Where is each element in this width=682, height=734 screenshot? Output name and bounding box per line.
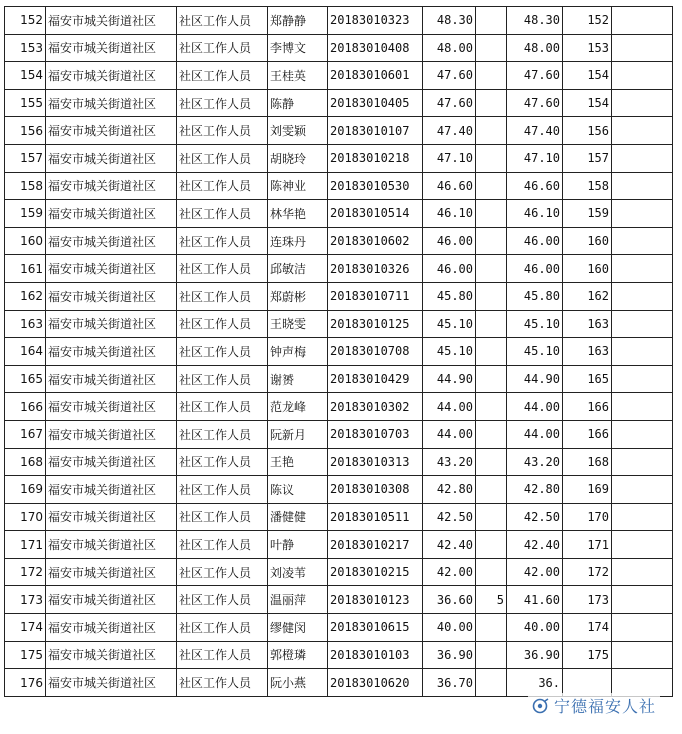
- total-score-cell: 45.10: [507, 338, 563, 366]
- table-row: [5, 503, 673, 531]
- unit-cell: 福安市城关街道社区: [46, 172, 177, 200]
- row-number: 166: [5, 393, 46, 421]
- total-score-cell: 46.00: [507, 227, 563, 255]
- row-number: 164: [5, 338, 46, 366]
- exam-id-cell: 20183010601: [328, 62, 423, 90]
- total-score-cell: 36.: [507, 669, 563, 697]
- unit-cell: 福安市城关街道社区: [46, 531, 177, 559]
- written-score-cell: 46.60: [423, 172, 476, 200]
- unit-cell: 福安市城关街道社区: [46, 448, 177, 476]
- written-score-cell: 46.00: [423, 227, 476, 255]
- unit-cell: 福安市城关街道社区: [46, 338, 177, 366]
- exam-id-cell: 20183010107: [328, 117, 423, 145]
- bonus-points-cell: 5: [476, 586, 507, 614]
- position-cell: 社区工作人员: [177, 448, 268, 476]
- table-row: [5, 614, 673, 642]
- table-row: [5, 7, 673, 35]
- bonus-points-cell: [476, 669, 507, 697]
- name-cell: 钟声梅: [268, 338, 328, 366]
- name-cell: 谢赟: [268, 365, 328, 393]
- name-cell: 范龙峰: [268, 393, 328, 421]
- position-cell: 社区工作人员: [177, 89, 268, 117]
- name-cell: 李博文: [268, 34, 328, 62]
- rank-cell: 165: [563, 365, 612, 393]
- unit-cell: 福安市城关街道社区: [46, 117, 177, 145]
- name-cell: 陈静: [268, 89, 328, 117]
- position-cell: 社区工作人员: [177, 420, 268, 448]
- row-number: 173: [5, 586, 46, 614]
- row-number: 162: [5, 282, 46, 310]
- table-row: [5, 476, 673, 504]
- exam-id-cell: 20183010123: [328, 586, 423, 614]
- written-score-cell: 36.60: [423, 586, 476, 614]
- rank-cell: 171: [563, 531, 612, 559]
- position-cell: 社区工作人员: [177, 641, 268, 669]
- name-cell: 叶静: [268, 531, 328, 559]
- position-cell: 社区工作人员: [177, 365, 268, 393]
- rank-cell: 154: [563, 89, 612, 117]
- bonus-points-cell: [476, 641, 507, 669]
- trailing-empty-cell: [612, 172, 673, 200]
- table-row: [5, 338, 673, 366]
- trailing-empty-cell: [612, 614, 673, 642]
- total-score-cell: 47.10: [507, 144, 563, 172]
- total-score-cell: 41.60: [507, 586, 563, 614]
- row-number: 167: [5, 420, 46, 448]
- written-score-cell: 36.70: [423, 669, 476, 697]
- position-cell: 社区工作人员: [177, 117, 268, 145]
- exam-id-cell: 20183010703: [328, 420, 423, 448]
- unit-cell: 福安市城关街道社区: [46, 34, 177, 62]
- trailing-empty-cell: [612, 531, 673, 559]
- rank-cell: 159: [563, 200, 612, 228]
- rank-cell: 156: [563, 117, 612, 145]
- total-score-cell: 44.00: [507, 393, 563, 421]
- table-row: [5, 641, 673, 669]
- rank-cell: 170: [563, 503, 612, 531]
- exam-id-cell: 20183010511: [328, 503, 423, 531]
- trailing-empty-cell: [612, 586, 673, 614]
- bonus-points-cell: [476, 310, 507, 338]
- exam-id-cell: 20183010125: [328, 310, 423, 338]
- written-score-cell: 42.40: [423, 531, 476, 559]
- name-cell: 温丽萍: [268, 586, 328, 614]
- bonus-points-cell: [476, 365, 507, 393]
- name-cell: 王桂英: [268, 62, 328, 90]
- trailing-empty-cell: [612, 558, 673, 586]
- exam-id-cell: 20183010530: [328, 172, 423, 200]
- bonus-points-cell: [476, 393, 507, 421]
- wechat-official-account-icon: [532, 698, 550, 714]
- written-score-cell: 47.40: [423, 117, 476, 145]
- row-number: 171: [5, 531, 46, 559]
- position-cell: 社区工作人员: [177, 255, 268, 283]
- row-number: 160: [5, 227, 46, 255]
- rank-cell: 163: [563, 338, 612, 366]
- trailing-empty-cell: [612, 34, 673, 62]
- unit-cell: 福安市城关街道社区: [46, 200, 177, 228]
- table-row: [5, 365, 673, 393]
- table-row: [5, 282, 673, 310]
- bonus-points-cell: [476, 117, 507, 145]
- position-cell: 社区工作人员: [177, 172, 268, 200]
- trailing-empty-cell: [612, 227, 673, 255]
- table-row: [5, 117, 673, 145]
- written-score-cell: 48.30: [423, 7, 476, 35]
- position-cell: 社区工作人员: [177, 531, 268, 559]
- table-row: [5, 62, 673, 90]
- name-cell: 陈议: [268, 476, 328, 504]
- rank-cell: 152: [563, 7, 612, 35]
- bonus-points-cell: [476, 200, 507, 228]
- table-row: [5, 586, 673, 614]
- rank-cell: 172: [563, 558, 612, 586]
- bonus-points-cell: [476, 614, 507, 642]
- position-cell: 社区工作人员: [177, 614, 268, 642]
- exam-id-cell: 20183010615: [328, 614, 423, 642]
- exam-id-cell: 20183010408: [328, 34, 423, 62]
- position-cell: 社区工作人员: [177, 338, 268, 366]
- name-cell: 陈神业: [268, 172, 328, 200]
- written-score-cell: 44.00: [423, 420, 476, 448]
- written-score-cell: 43.20: [423, 448, 476, 476]
- trailing-empty-cell: [612, 503, 673, 531]
- exam-id-cell: 20183010103: [328, 641, 423, 669]
- exam-id-cell: 20183010218: [328, 144, 423, 172]
- unit-cell: 福安市城关街道社区: [46, 282, 177, 310]
- name-cell: 胡晓玲: [268, 144, 328, 172]
- name-cell: 连珠丹: [268, 227, 328, 255]
- results-table: [4, 6, 673, 697]
- position-cell: 社区工作人员: [177, 62, 268, 90]
- bonus-points-cell: [476, 338, 507, 366]
- position-cell: 社区工作人员: [177, 669, 268, 697]
- position-cell: 社区工作人员: [177, 586, 268, 614]
- unit-cell: 福安市城关街道社区: [46, 7, 177, 35]
- rank-cell: 153: [563, 34, 612, 62]
- unit-cell: 福安市城关街道社区: [46, 227, 177, 255]
- row-number: 155: [5, 89, 46, 117]
- bonus-points-cell: [476, 227, 507, 255]
- unit-cell: 福安市城关街道社区: [46, 62, 177, 90]
- row-number: 175: [5, 641, 46, 669]
- exam-id-cell: 20183010602: [328, 227, 423, 255]
- written-score-cell: 47.60: [423, 89, 476, 117]
- unit-cell: 福安市城关街道社区: [46, 614, 177, 642]
- exam-id-cell: 20183010217: [328, 531, 423, 559]
- unit-cell: 福安市城关街道社区: [46, 503, 177, 531]
- total-score-cell: 42.00: [507, 558, 563, 586]
- total-score-cell: 40.00: [507, 614, 563, 642]
- written-score-cell: 45.10: [423, 310, 476, 338]
- rank-cell: 163: [563, 310, 612, 338]
- position-cell: 社区工作人员: [177, 310, 268, 338]
- row-number: 176: [5, 669, 46, 697]
- unit-cell: 福安市城关街道社区: [46, 310, 177, 338]
- bonus-points-cell: [476, 62, 507, 90]
- position-cell: 社区工作人员: [177, 227, 268, 255]
- trailing-empty-cell: [612, 117, 673, 145]
- trailing-empty-cell: [612, 393, 673, 421]
- rank-cell: 154: [563, 62, 612, 90]
- watermark-text: 宁德福安人社: [553, 697, 656, 716]
- watermark: [528, 693, 660, 718]
- trailing-empty-cell: [612, 310, 673, 338]
- unit-cell: 福安市城关街道社区: [46, 144, 177, 172]
- trailing-empty-cell: [612, 448, 673, 476]
- exam-id-cell: 20183010326: [328, 255, 423, 283]
- rank-cell: 162: [563, 282, 612, 310]
- table-row: [5, 420, 673, 448]
- rank-cell: 173: [563, 586, 612, 614]
- unit-cell: 福安市城关街道社区: [46, 641, 177, 669]
- rank-cell: 166: [563, 393, 612, 421]
- exam-id-cell: 20183010620: [328, 669, 423, 697]
- row-number: 169: [5, 476, 46, 504]
- table-row: [5, 448, 673, 476]
- name-cell: 阮小燕: [268, 669, 328, 697]
- position-cell: 社区工作人员: [177, 282, 268, 310]
- unit-cell: 福安市城关街道社区: [46, 476, 177, 504]
- name-cell: 王晓雯: [268, 310, 328, 338]
- total-score-cell: 47.40: [507, 117, 563, 145]
- written-score-cell: 44.90: [423, 365, 476, 393]
- table-row: [5, 558, 673, 586]
- total-score-cell: 46.00: [507, 255, 563, 283]
- name-cell: 缪健闵: [268, 614, 328, 642]
- unit-cell: 福安市城关街道社区: [46, 365, 177, 393]
- bonus-points-cell: [476, 144, 507, 172]
- written-score-cell: 45.80: [423, 282, 476, 310]
- total-score-cell: 42.80: [507, 476, 563, 504]
- rank-cell: 158: [563, 172, 612, 200]
- row-number: 165: [5, 365, 46, 393]
- row-number: 159: [5, 200, 46, 228]
- name-cell: 郑蔚彬: [268, 282, 328, 310]
- written-score-cell: 47.10: [423, 144, 476, 172]
- total-score-cell: 48.30: [507, 7, 563, 35]
- name-cell: 王艳: [268, 448, 328, 476]
- bonus-points-cell: [476, 503, 507, 531]
- name-cell: 阮新月: [268, 420, 328, 448]
- trailing-empty-cell: [612, 144, 673, 172]
- exam-id-cell: 20183010405: [328, 89, 423, 117]
- written-score-cell: 36.90: [423, 641, 476, 669]
- trailing-empty-cell: [612, 7, 673, 35]
- total-score-cell: 46.60: [507, 172, 563, 200]
- bonus-points-cell: [476, 448, 507, 476]
- row-number: 154: [5, 62, 46, 90]
- rank-cell: 169: [563, 476, 612, 504]
- rank-cell: 175: [563, 641, 612, 669]
- unit-cell: 福安市城关街道社区: [46, 586, 177, 614]
- trailing-empty-cell: [612, 365, 673, 393]
- row-number: 174: [5, 614, 46, 642]
- bonus-points-cell: [476, 558, 507, 586]
- row-number: 170: [5, 503, 46, 531]
- table-row: [5, 255, 673, 283]
- unit-cell: 福安市城关街道社区: [46, 89, 177, 117]
- position-cell: 社区工作人员: [177, 34, 268, 62]
- row-number: 158: [5, 172, 46, 200]
- table-row: [5, 227, 673, 255]
- row-number: 157: [5, 144, 46, 172]
- bonus-points-cell: [476, 420, 507, 448]
- total-score-cell: 47.60: [507, 62, 563, 90]
- written-score-cell: 46.10: [423, 200, 476, 228]
- unit-cell: 福安市城关街道社区: [46, 393, 177, 421]
- bonus-points-cell: [476, 34, 507, 62]
- total-score-cell: 48.00: [507, 34, 563, 62]
- table-body: [5, 7, 673, 697]
- bonus-points-cell: [476, 282, 507, 310]
- row-number: 152: [5, 7, 46, 35]
- name-cell: 刘凌苇: [268, 558, 328, 586]
- trailing-empty-cell: [612, 200, 673, 228]
- exam-id-cell: 20183010302: [328, 393, 423, 421]
- name-cell: 郑静静: [268, 7, 328, 35]
- written-score-cell: 46.00: [423, 255, 476, 283]
- total-score-cell: 43.20: [507, 448, 563, 476]
- bonus-points-cell: [476, 89, 507, 117]
- total-score-cell: 42.50: [507, 503, 563, 531]
- name-cell: 郭橙璘: [268, 641, 328, 669]
- total-score-cell: 45.10: [507, 310, 563, 338]
- rank-cell: 160: [563, 255, 612, 283]
- written-score-cell: 44.00: [423, 393, 476, 421]
- table-row: [5, 34, 673, 62]
- name-cell: 林华艳: [268, 200, 328, 228]
- rank-cell: 168: [563, 448, 612, 476]
- exam-id-cell: 20183010429: [328, 365, 423, 393]
- total-score-cell: 46.10: [507, 200, 563, 228]
- exam-id-cell: 20183010514: [328, 200, 423, 228]
- trailing-empty-cell: [612, 420, 673, 448]
- unit-cell: 福安市城关街道社区: [46, 420, 177, 448]
- position-cell: 社区工作人员: [177, 144, 268, 172]
- unit-cell: 福安市城关街道社区: [46, 255, 177, 283]
- written-score-cell: 40.00: [423, 614, 476, 642]
- trailing-empty-cell: [612, 89, 673, 117]
- bonus-points-cell: [476, 172, 507, 200]
- written-score-cell: 47.60: [423, 62, 476, 90]
- rank-cell: 157: [563, 144, 612, 172]
- bonus-points-cell: [476, 255, 507, 283]
- row-number: 163: [5, 310, 46, 338]
- rank-cell: 174: [563, 614, 612, 642]
- table-row: [5, 310, 673, 338]
- bonus-points-cell: [476, 531, 507, 559]
- written-score-cell: 45.10: [423, 338, 476, 366]
- position-cell: 社区工作人员: [177, 200, 268, 228]
- table-row: [5, 144, 673, 172]
- trailing-empty-cell: [612, 338, 673, 366]
- rank-cell: 166: [563, 420, 612, 448]
- written-score-cell: 42.80: [423, 476, 476, 504]
- trailing-empty-cell: [612, 62, 673, 90]
- written-score-cell: 42.50: [423, 503, 476, 531]
- table-row: [5, 200, 673, 228]
- position-cell: 社区工作人员: [177, 393, 268, 421]
- total-score-cell: 44.90: [507, 365, 563, 393]
- table-row: [5, 531, 673, 559]
- unit-cell: 福安市城关街道社区: [46, 669, 177, 697]
- written-score-cell: 48.00: [423, 34, 476, 62]
- table-row: [5, 393, 673, 421]
- position-cell: 社区工作人员: [177, 7, 268, 35]
- exam-id-cell: 20183010215: [328, 558, 423, 586]
- rank-cell: 160: [563, 227, 612, 255]
- exam-id-cell: 20183010711: [328, 282, 423, 310]
- total-score-cell: 44.00: [507, 420, 563, 448]
- written-score-cell: 42.00: [423, 558, 476, 586]
- row-number: 168: [5, 448, 46, 476]
- total-score-cell: 47.60: [507, 89, 563, 117]
- row-number: 153: [5, 34, 46, 62]
- total-score-cell: 45.80: [507, 282, 563, 310]
- exam-id-cell: 20183010308: [328, 476, 423, 504]
- row-number: 161: [5, 255, 46, 283]
- unit-cell: 福安市城关街道社区: [46, 558, 177, 586]
- position-cell: 社区工作人员: [177, 476, 268, 504]
- total-score-cell: 42.40: [507, 531, 563, 559]
- row-number: 156: [5, 117, 46, 145]
- trailing-empty-cell: [612, 255, 673, 283]
- trailing-empty-cell: [612, 282, 673, 310]
- name-cell: 邱敏洁: [268, 255, 328, 283]
- exam-id-cell: 20183010708: [328, 338, 423, 366]
- table-row: [5, 172, 673, 200]
- bonus-points-cell: [476, 7, 507, 35]
- trailing-empty-cell: [612, 476, 673, 504]
- trailing-empty-cell: [612, 641, 673, 669]
- bonus-points-cell: [476, 476, 507, 504]
- total-score-cell: 36.90: [507, 641, 563, 669]
- exam-id-cell: 20183010323: [328, 7, 423, 35]
- table-row: [5, 89, 673, 117]
- row-number: 172: [5, 558, 46, 586]
- name-cell: 潘健健: [268, 503, 328, 531]
- name-cell: 刘雯颖: [268, 117, 328, 145]
- position-cell: 社区工作人员: [177, 558, 268, 586]
- exam-id-cell: 20183010313: [328, 448, 423, 476]
- position-cell: 社区工作人员: [177, 503, 268, 531]
